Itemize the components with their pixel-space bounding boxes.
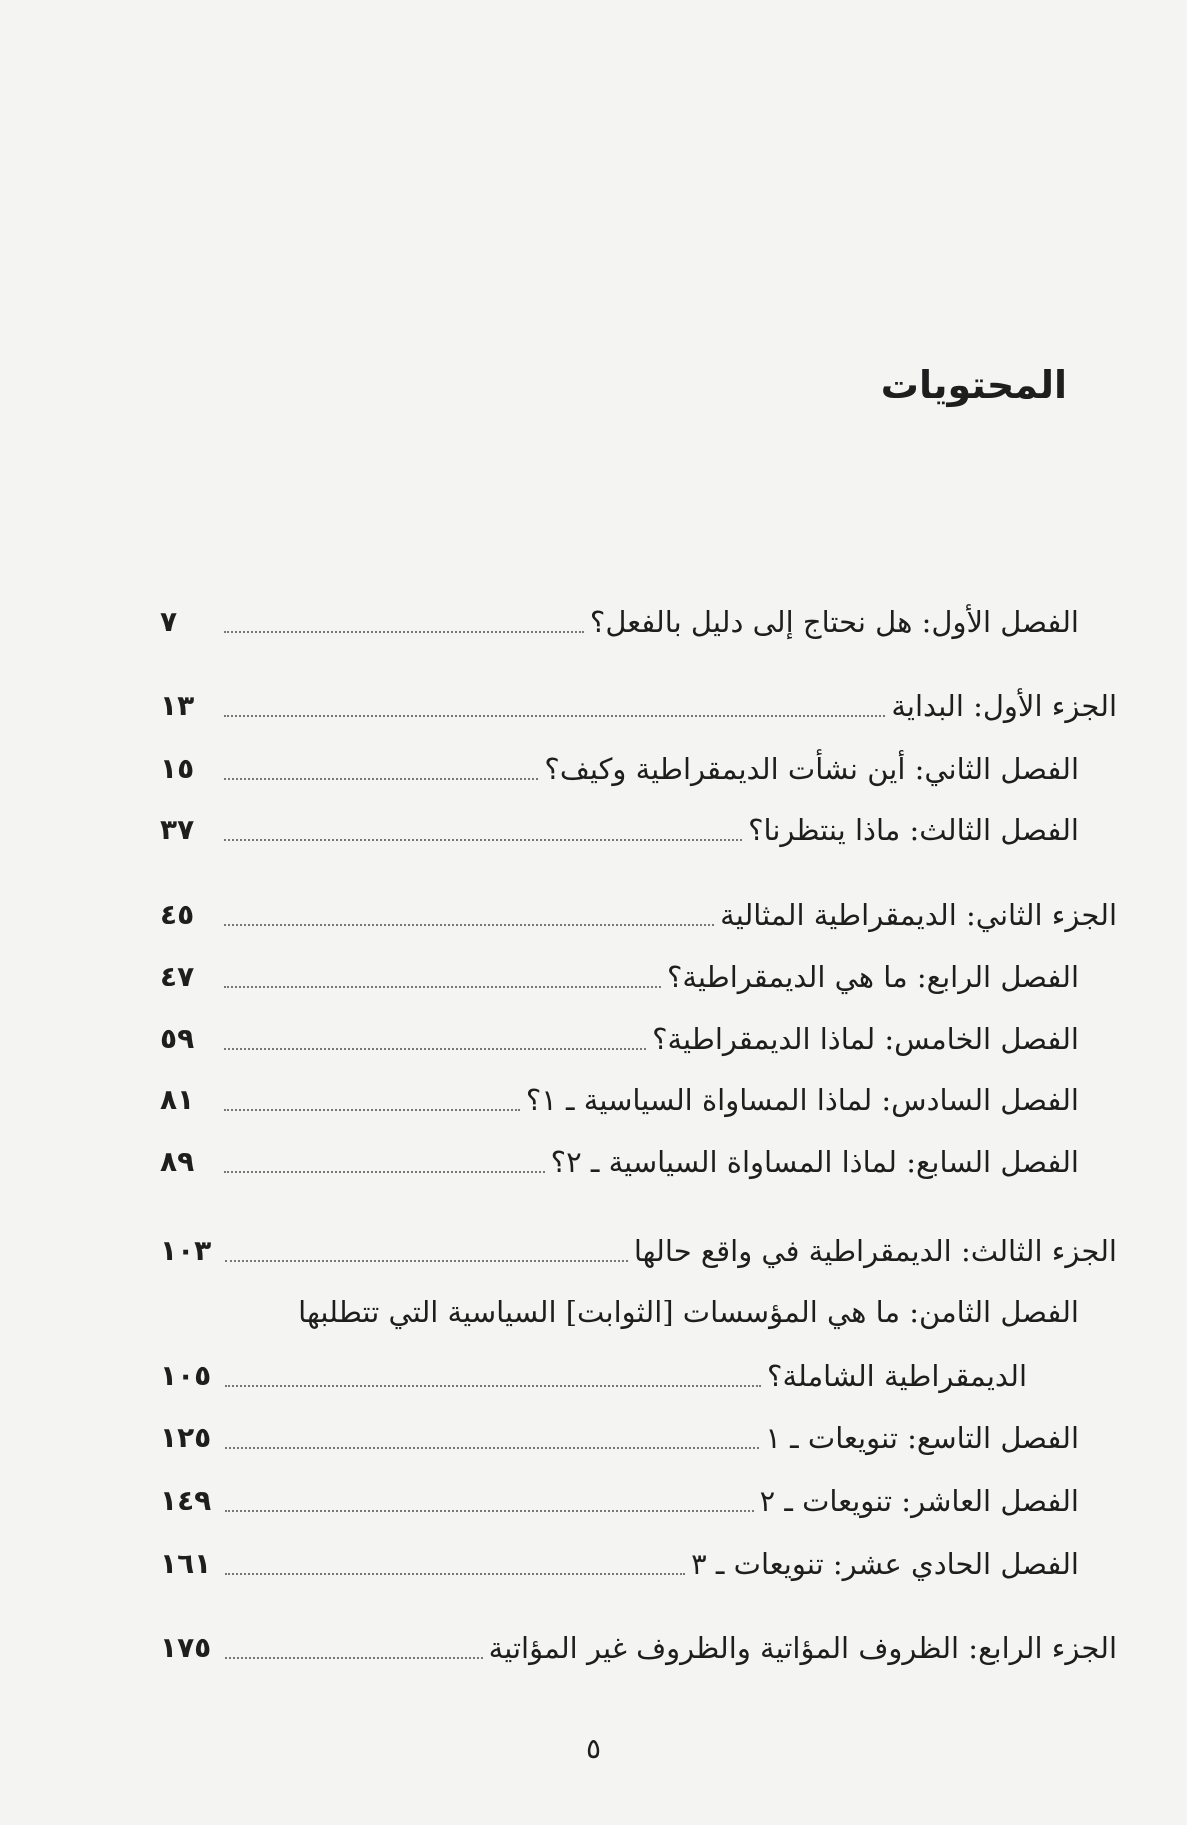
page-title: المحتويات: [880, 362, 1067, 407]
entry-title-continued: الديمقراطية الشاملة؟: [767, 1359, 1027, 1393]
entry-title: الجزء الثاني: الديمقراطية المثالية: [720, 898, 1117, 932]
toc-entry-part-3: [160, 1229, 1117, 1273]
entry-title: الفصل الحادي عشر: تنويعات ـ ٣: [691, 1547, 1079, 1581]
toc-entry-chapter-9: [160, 1416, 1079, 1460]
entry-title: الفصل الأول: هل نحتاج إلى دليل بالفعل؟: [589, 605, 1079, 639]
dot-leader: [224, 924, 714, 926]
entry-title: الجزء الثالث: الديمقراطية في واقع حالها: [633, 1234, 1117, 1268]
dot-leader: [224, 1109, 520, 1111]
dot-leader: [224, 839, 742, 841]
toc-entry-chapter-11: [160, 1542, 1079, 1586]
entry-page: ٥٩: [160, 1022, 195, 1055]
dot-leader: [225, 1657, 482, 1659]
toc-entry-chapter-2: [160, 747, 1079, 791]
dot-leader: [225, 1510, 753, 1512]
dot-leader: [224, 1048, 646, 1050]
entry-page: ١٤٩: [160, 1484, 212, 1517]
dot-leader: [224, 631, 584, 633]
entry-page: ٤٥: [160, 898, 195, 931]
dot-leader: [224, 986, 661, 988]
dot-leader: [225, 1573, 685, 1575]
entry-page: ١٠٣: [160, 1234, 212, 1267]
dot-leader: [224, 778, 538, 780]
entry-page: ١٥: [160, 752, 195, 785]
toc-entry-chapter-10: [160, 1479, 1079, 1523]
entry-page: ١٠٥: [160, 1359, 212, 1392]
entry-page: ١٣: [160, 689, 195, 722]
toc-entry-chapter-7: [160, 1140, 1079, 1184]
entry-page: ١٦١: [160, 1547, 212, 1580]
entry-page: ٤٧: [160, 960, 195, 993]
toc-entry-part-2: [160, 893, 1117, 937]
dot-leader: [225, 1260, 628, 1262]
dot-leader: [225, 1385, 761, 1387]
toc-entry-chapter-8-line-1: [160, 1290, 1079, 1334]
entry-page: ٣٧: [160, 813, 195, 846]
page-number: ٥: [585, 1732, 602, 1765]
entry-page: ١٧٥: [160, 1631, 212, 1664]
entry-title: الفصل الخامس: لماذا الديمقراطية؟: [652, 1022, 1079, 1056]
entry-title: الفصل السابع: لماذا المساواة السياسية ـ ٢؟: [550, 1145, 1079, 1179]
toc-entry-chapter-6: [160, 1078, 1079, 1122]
entry-title: الفصل الثالث: ماذا ينتظرنا؟: [748, 813, 1079, 847]
entry-title: الفصل الرابع: ما هي الديمقراطية؟: [666, 960, 1079, 994]
entry-title: الفصل التاسع: تنويعات ـ ١: [765, 1421, 1079, 1455]
toc-entry-chapter-4: [160, 955, 1079, 999]
dot-leader: [225, 1447, 759, 1449]
entry-title: الفصل السادس: لماذا المساواة السياسية ـ ١؟: [525, 1083, 1079, 1117]
toc-entry-chapter-5: [160, 1017, 1079, 1061]
toc-entry-part-1: [160, 684, 1117, 728]
entry-title: الفصل الثاني: أين نشأت الديمقراطية وكيف؟: [544, 752, 1079, 786]
entry-page: ١٢٥: [160, 1421, 212, 1454]
entry-title: الجزء الرابع: الظروف المؤاتية والظروف غير المؤاتية: [488, 1631, 1117, 1665]
toc-entry-chapter-8-line-2: [160, 1354, 1027, 1398]
entry-page: ٧: [160, 605, 178, 638]
toc-entry-chapter-1: [160, 600, 1079, 644]
entry-title: الفصل الثامن: ما هي المؤسسات [الثوابت] السياسية التي تتطلبها: [298, 1295, 1079, 1329]
entry-page: ٨٩: [160, 1145, 195, 1178]
toc-entry-part-4: [160, 1626, 1117, 1670]
dot-leader: [224, 1171, 545, 1173]
entry-title: الفصل العاشر: تنويعات ـ ٢: [759, 1484, 1079, 1518]
toc-entry-chapter-3: [160, 808, 1079, 852]
entry-page: ٨١: [160, 1083, 195, 1116]
dot-leader: [224, 715, 885, 717]
entry-title: الجزء الأول: البداية: [891, 689, 1117, 723]
